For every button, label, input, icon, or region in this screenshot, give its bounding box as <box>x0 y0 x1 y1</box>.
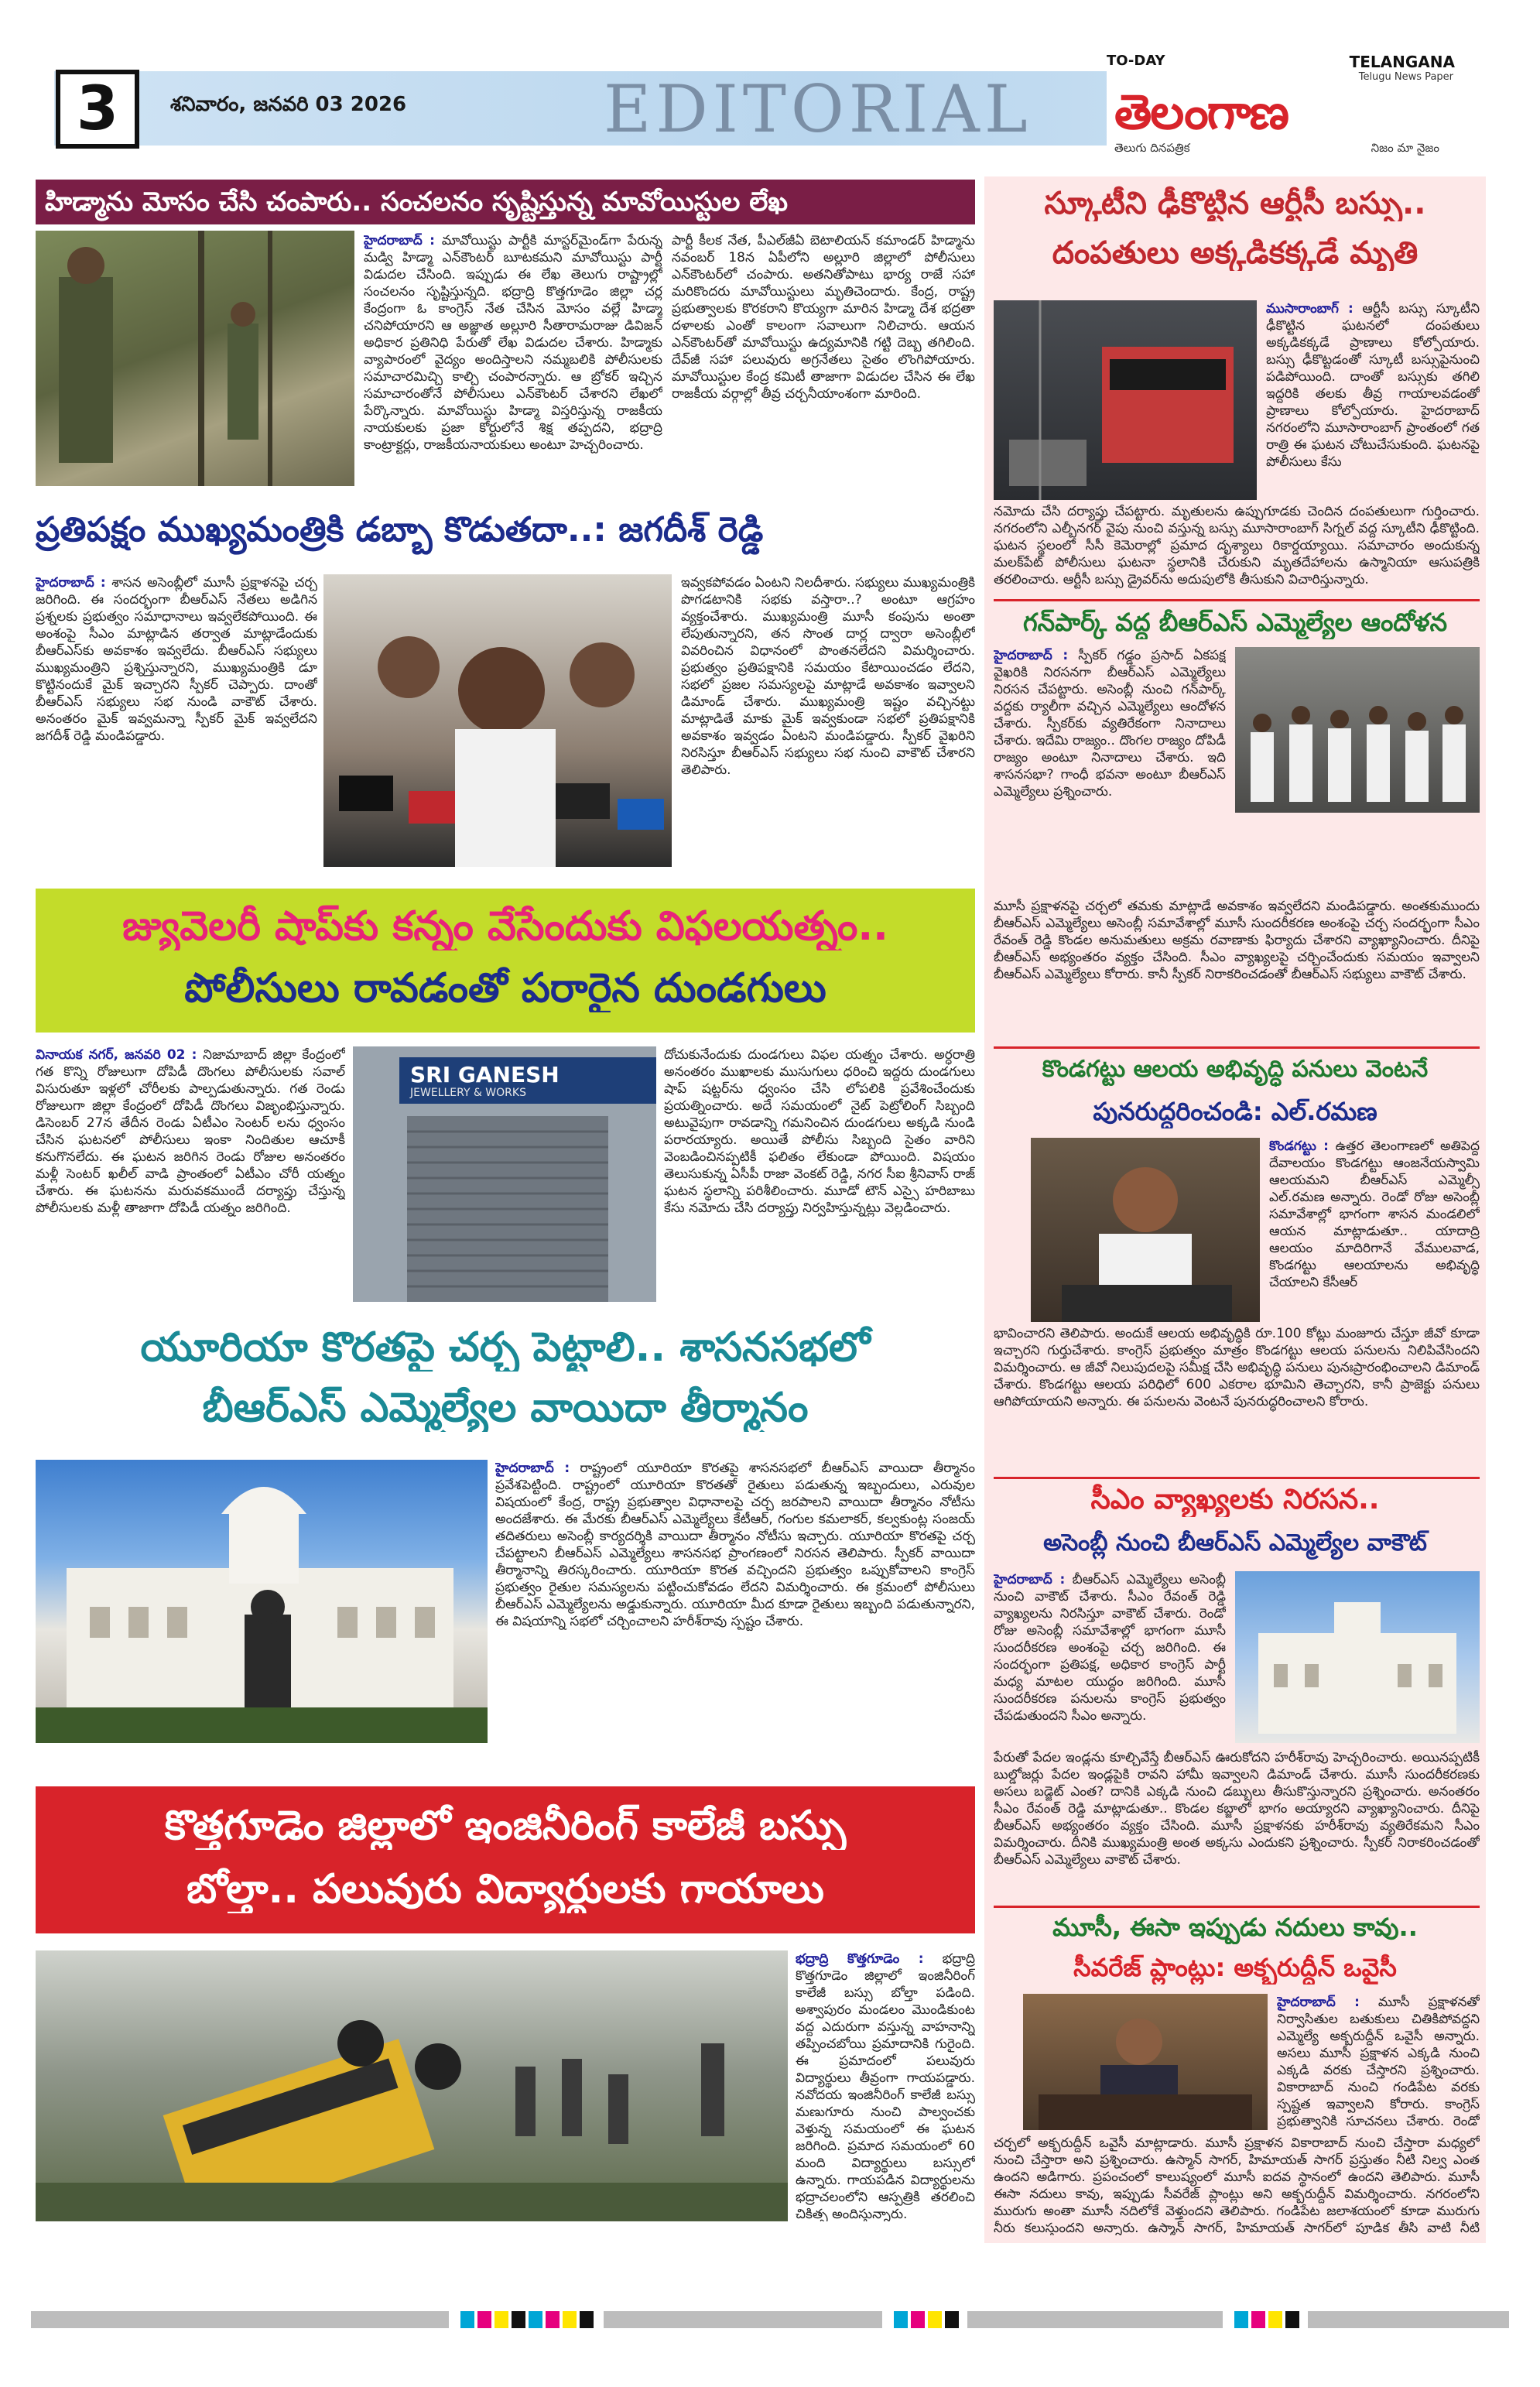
rtc-headline-line1: స్కూటీని ఢీకొట్టిన ఆర్టీసీ బస్సు.. <box>1044 186 1426 221</box>
jewellery-headline-line1: జ్యువెలరీ షాప్‌కు కన్నం వేసేందుకు విఫలయత్నం.. <box>122 904 888 950</box>
owaisi-headline-line1: మూసీ, ఈసా ఇప్పుడు నదులు కావు.. <box>1052 1913 1418 1942</box>
kondagattu-headline-line1: కొండగట్టు ఆలయ అభివృద్ధి పనులు వెంటనే <box>1042 1056 1429 1083</box>
rtc-col2: నమోదు చేసి దర్యాప్తు చేపట్టారు. మృతులను ఉప్పుగూడకు చెందిన దంపతులుగా గుర్తించారు. నగరంలోని ఎల్బీనగర్ వైపు నుంచి వస్తున్న బస్సు మూసారాంబాగ్ సిగ్నల్ వద్ద స్కూటీని ఢీకొట్టింది. ఘటన స్థలంలో సీసీ కెమెరాల్లో ప్రమాద దృశ్యాలు రికార్డయ్యాయి. సమాచారం అందుకున్న మలక్‌పేట్ పోలీసులు ఘటనా స్థలానికి చేరుకుని మృతదేహాలను ఉస్మానియా ఆసుపత్రికి తరలించారు. ఆర్టీసీ బస్సు డ్రైవర్‌ను అదుపులోకి తీసుకుని విచారిస్తున్నారు. <box>994 504 1480 587</box>
gunpark-dateline: హైదరాబాద్ : <box>994 648 1069 663</box>
logo-tagline: Telugu News Paper <box>1358 71 1453 83</box>
jewellery-photo <box>353 1046 656 1302</box>
logo-left-caption: తెలుగు దినపత్రిక <box>1114 141 1190 155</box>
cm-divider <box>994 1906 1480 1908</box>
jagadish-dateline: హైదరాబాద్ : <box>36 575 106 591</box>
urea-body: హైదరాబాద్ : రాష్ట్రంలో యూరియా కొరతపై శాసనసభలో బీఆర్ఎస్ వాయిదా తీర్మానం ప్రవేశపెట్టింది. రాష్ట్రంలో యూరియా కొరతతో రైతులు పడుతున్న ఇబ్బందులు, ఎరువుల విషయంలో కేంద్ర, రాష్ట్ర ప్రభుత్వాల విధానాలపై చర్చ జరపాలని వాయిదా తీర్మానం నోటీసు అందజేశారు. ఈ మేరకు బీఆర్ఎస్ ఎమ్మెల్యేలు కేటీఆర్, గంగుల కమలాకర్, కల్వకుంట్ల సంజయ్ తదితరులు అసెంబ్లీ కార్యదర్శికి వాయిదా తీర్మానం నోటీసు ఇచ్చారు. యూరియా కొరతపై చర్చ చేపట్టాలని బీఆర్ఎస్ ఎమ్మెల్యేలు శాసనసభ ప్రాంగణంలో నిరసన తెలిపారు. స్పీకర్ వాయిదా తీర్మానాన్ని తిరస్కరించారు. యూరియా కొరత వచ్చిందని ప్రభుత్వం ఒప్పుకోవాలని కాంగ్రెస్ ప్రభుత్వం రైతుల సమస్యలను పట్టించుకోవడం లేదని విమర్శించారు. ఈ క్రమంలో పోలీసులు బీఆర్ఎస్ ఎమ్మెల్యేలను అడ్డుకున్నారు. యూరియా మీద కూడా రైతులు ఇబ్బంది పడుతున్నారని, ఈ విషయాన్ని సభలో చర్చించాలని హరీశ్‌రావు స్పష్టం చేశారు. <box>495 1461 975 1629</box>
jewellery-col2: దోచుకునేందుకు దుండగులు విఫల యత్నం చేశారు. అర్ధరాత్రి అనంతరం ముఖాలకు ముసుగులు ధరించి ఇద్దరు దుండగులు షాప్ షట్టర్‌ను ధ్వంసం చేసి లోపలికి ప్రవేశించేందుకు ప్రయత్నించారు. అదే సమయంలో నైట్ పెట్రోలింగ్ సిబ్బంది అటువైపుగా రావడాన్ని గమనించిన దుండగులు అక్కడి నుండి పరారయ్యారు. అయితే పోలీసు సిబ్బంది సైతం వారిని వెంబడించినప్పటికీ ఫలితం లేకుండా పోయింది. విషయం తెలుసుకున్న ఏసీపీ రాజా వెంకట్ రెడ్డి, నగర సీఐ శ్రీనివాస్ రాజ్ ఘటన స్థలాన్ని పరిశీలించారు. మూడో టౌన్ ఎస్సై హరిబాబు కేసు నమోదు చేసి దర్యాప్తు నిర్వహిస్తున్నట్లు వెల్లడించారు. <box>664 1047 975 1216</box>
shop-sign-text: SRI GANESH <box>410 1062 560 1087</box>
cm-col2: పేరుతో పేదల ఇండ్లను కూల్చివేస్తే బీఆర్ఎస్ ఊరుకోదని హరీశ్‌రావు హెచ్చరించారు. అయినప్పటికీ బుల్డోజర్లు పేదల ఇండ్లపైకి రావని హామీ ఇవ్వాలని డిమాండ్ చేశారు. మూసీ సుందరీకరణకు అసలు బడ్జెట్ ఎంత? దానికి ఎక్కడి నుంచి డబ్బులు తీసుకొస్తున్నారని ప్రశ్నించారు. అనంతరం సీఎం రేవంత్ రెడ్డి మాట్లాడుతూ.. కొండల కబ్జాలో భాగం అయ్యారని వ్యాఖ్యానించారు. దీనిపై బీఆర్ఎస్ అభ్యంతరం వ్యక్తం చేసింది. మూసీ ప్రక్షాళనకు హరీశ్‌రావు వ్యతిరేకమని సీఎం విమర్శించారు. దీనికి ముఖ్యమంత్రి అంత అక్కసు ఎందుకని ప్రశ్నించారు. స్పీకర్ నిరాకరించడంతో బీఆర్ఎస్ ఎమ్మెల్యేలు వాకౌట్ చేశారు. <box>994 1750 1480 1868</box>
rtc-photo <box>994 300 1257 500</box>
kondagattu-photo <box>1031 1138 1260 1322</box>
cm-photo <box>1235 1571 1480 1743</box>
jewellery-headline-line2: పోలీసులు రావడంతో పరారైన దుండగులు <box>184 966 826 1012</box>
kondagattu-col2: భావించారని తెలిపారు. అందుకే ఆలయ అభివృద్ధికి రూ.100 కోట్లు మంజూరు చేస్తూ జీవో కూడా ఇచ్చారని గుర్తుచేశారు. కాంగ్రెస్ ప్రభుత్వం మాత్రం కొండగట్టు ఆలయ పనులను నిలిపివేసిందని విమర్శించారు. ఆ జీవో నిలుపుదలపై సమీక్ష చేసి అభివృద్ధి పనులు పునఃప్రారంభించాలని డిమాండ్ చేశారు. కొండగట్టు ఆలయ పరిధిలో 600 ఎకరాల భూమిని తెచ్చారని, కానీ ప్రాజెక్టు పనులు ఆగిపోయాయని అన్నారు. ఈ పనులను వెంటనే పునరుద్ధరించాలని కోరారు. <box>994 1326 1480 1409</box>
shop-sign-subtext: JEWELLERY & WORKS <box>410 1087 526 1099</box>
section-title: EDITORIAL <box>604 71 1032 147</box>
crowd-figures <box>1235 647 1480 813</box>
rtc-headline-line2: దంపతులు అక్కడికక్కడే మృతి <box>1052 235 1419 271</box>
gunpark-divider <box>994 1046 1480 1049</box>
maoist-photo-figures <box>36 231 354 486</box>
bus-headline-box <box>36 1786 975 1933</box>
gunpark-col2: మూసీ ప్రక్షాళనపై చర్చలో తమకు మాట్లాడే అవకాశం ఇవ్వలేదని మండిపడ్డారు. అంతకుముందు బీఆర్ఎస్ ఎమ్మెల్యేలు అసెంబ్లీ సమావేశాల్లో మూసీ సుందరీకరణ అంశంపై చర్చ సందర్భంగా సీఎం రేవంత్ రెడ్డి కొండల అనుమతులు అక్రమ రవాణాకు ఫిర్యాదు చేశారని వ్యాఖ్యానించారు. దీనిపై బీఆర్ఎస్ అభ్యంతరం వ్యక్తం చేసింది. సీఎం వ్యాఖ్యలపై చర్చించేందుకు సమయం ఇవ్వాలని బీఆర్ఎస్ ఎమ్మెల్యేలు కోరారు. కానీ స్పీకర్ నిరాకరించడంతో బీఆర్ఎస్ సభ్యులు వాకౌట్ చేశారు. <box>994 899 1480 982</box>
jagadish-col2: ఇవ్వకపోవడం ఏంటని నిలదీశారు. సభ్యులు ముఖ్యమంత్రికి పొగడటానికి సభకు వస్తారా..? అంటూ ఆగ్రహం వ్యక్తంచేశారు. ముఖ్యమంత్రి మూసీ కంపును అంతా లేపుతున్నారని, తన సొంత దార్ల ద్వారా అసెంబ్లీలో వివరించిన విధానంలో పొంతనలేదని విమర్శించారు. ప్రభుత్వం ప్రతిపక్షానికి సమయం కేటాయించడం లేదని, సభలో ప్రజల సమస్యలపై మాట్లాడే అవకాశం ఇవ్వాలని డిమాండ్ చేశారు. ముఖ్యమంత్రి ఇష్టం వచ్చినట్టు మాట్లాడితే మాకు మైక్ ఇవ్వకుండా సభలో ప్రతిపక్షానికి అవకాశం ఇవ్వడం ఏంటని మండిపడ్డారు. స్పీకర్ వైఖరిని నిరసిస్తూ బీఆర్ఎస్ సభ్యులు సభ నుంచి వాకౌట్ చేశారని తెలిపారు. <box>681 575 975 778</box>
jewellery-dateline: వినాయక నగర్, జనవరి 02 : <box>36 1047 197 1063</box>
assembly-building <box>36 1460 488 1743</box>
urea-headline-line1: యూరియా కొరతపై చర్చ పెట్టాలి.. శాసనసభలో <box>140 1325 871 1371</box>
kondagattu-headline-line2: పునరుద్ధరించండి: ఎల్.రమణ <box>1093 1097 1377 1126</box>
cm-dateline: హైదరాబాద్ : <box>994 1572 1066 1587</box>
jewellery-col1: వినాయక నగర్, జనవరి 02 : నిజామాబాద్ జిల్లా కేంద్రంలో గత కొన్ని రోజులుగా దోపిడీ దొంగలు పోలీసులకు సవాల్ విసురుతూ ఇళ్లలో చోరీలకు పాల్పడుతున్నారు. గత రెండు రోజులుగా జిల్లా కేంద్రంలో దోపిడీ దొంగలు విజృంభిస్తున్నారు. డిసెంబర్ 27న తేదీన రెండు ఏటీఎం సెంటర్ లను ధ్వంసం చేసిన ఘటనలో పోలీసులు ఇంకా నిందితుల ఆచూకీ కనుగొనలేదు. ఈ ఘటన జరిగిన రెండు రోజుల అనంతరం మళ్లీ సెంటర్ ఖలీల్ వాడి ప్రాంతంలో ఏటీఎం చోరీ యత్నం చేశారు. ఈ ఘటనను మరువకముందే దర్యాప్తు చేస్తున్న పోలీసులకు మళ్లీ తాజాగా దోపిడీ యత్నం జరిగింది. <box>36 1047 345 1216</box>
jewellery-headline-box <box>36 889 975 1033</box>
maoist-headline: హిడ్మాను మోసం చేసి చంపారు.. సంచలనం సృష్టిస్తున్న మావోయిస్టుల లేఖ <box>36 180 975 224</box>
maoist-col1: హైదరాబాద్ : మావోయిస్టు పార్టీకి మాస్టర్‌మైండ్‌గా పేరున్న మడ్వి హిడ్మా ఎన్‌కౌంటర్ బూటకమని మావోయిస్టు పార్టీ విడుదల చేసింది. ఇప్పుడు ఈ లేఖ తెలుగు రాష్ట్రాల్లో సంచలనం సృష్టిస్తున్నది. భద్రాద్రి కొత్తగూడెం జిల్లా చర్ల కేంద్రంగా ఓ కాంగ్రెస్ నేత చేసిన మోసం వల్లే హిడ్మా చనిపోయారని ఆ అజ్ఞాత అల్లూరి సీతారామరాజు డివిజన్ అధికార ప్రతినిధి పేరుతో లేఖ విడుదల చేశారు. హిడ్మాకు వ్యాపారంలో వైద్యం అందిస్తాలని నమ్మబలికి పోలీసులకు సమాచారమిచ్చి కాల్చి చంపారన్నారు. ఆ బ్రోకర్ ఇచ్చిన సమాచారంతోనే పోలీసులు ఎన్‌కౌంటర్ చేశారని లేఖలో పేర్కొన్నారు. మావోయిస్టు హిడ్మా విస్తరిస్తున్న రాజకీయ నాయకులకు ప్రజా కోర్టులోనే శిక్ష తప్పదని, భద్రాద్రి కాంట్రాక్టర్లు, రాజకీయనాయకులు అంటూ హెచ్చరించారు. <box>364 233 662 453</box>
rtc-dateline: ముసారాంబాగ్ : <box>1266 301 1353 317</box>
urea-photo <box>36 1460 488 1743</box>
rtc-col1: ముసారాంబాగ్ : ఆర్టీసీ బస్సు స్కూటీని ఢీకొట్టిన ఘటనలో దంపతులు అక్కడికక్కడే ప్రాణాలు కోల్పోయారు. బస్సు ఢీకొట్టడంతో స్కూటీ బస్సుపైనుంచి పడిపోయింది. దాంతో బస్సుకు తగిలి ఇద్దరికి తలకు తీవ్ర గాయాలవడంతో ప్రాణాలు కోల్పోయారు. హైదరాబాద్ నగరంలోని మూసారాంబాగ్ ప్రాంతంలో గత రాత్రి ఈ ఘటన చోటుచేసుకుంది. ఘటనపై పోలీసులు కేసు <box>1266 301 1480 470</box>
jagadish-headline: ప్రతిపక్షం ముఖ్యమంత్రికి డబ్బా కొడుతదా..: జగదీశ్ రెడ్డి <box>36 510 764 550</box>
speaker-portrait <box>1031 1138 1260 1322</box>
jagadish-photo <box>323 574 672 867</box>
shop-shutter <box>353 1046 656 1302</box>
bus-headline-line1: కొత్తగూడెం జిల్లాలో ఇంజినీరింగ్ కాలేజీ బస్సు <box>164 1803 847 1849</box>
logo-telangana: TELANGANA <box>1349 53 1455 71</box>
color-swatches <box>31 2311 1509 2328</box>
jagadish-col1: హైదరాబాద్ : శాసన అసెంబ్లీలో మూసీ ప్రక్షాళనపై చర్చ జరిగింది. ఈ సందర్భంగా బీఆర్ఎస్ నేతలు అడిగిన ప్రశ్నలకు ప్రభుత్వం సమాధానాలు ఇవ్వలేకపోయింది. ఈ అంశంపై సీఎం మాట్లాడిన తర్వాత మాట్లాడేందుకు బీఆర్ఎస్‌కు అవకాశం ఇవ్వలేదు. బీఆర్ఎస్ సభ్యులు ముఖ్యమంత్రిని ప్రశ్నిస్తున్నారని, ముఖ్యమంత్రికి డూ కొట్టినందుకే మైక్ ఇచ్చారని స్పీకర్ చెప్పారు. దాంతో బీఆర్ఎస్ సభ్యులు సభ నుండి వాకౌట్ చేశారు. అనంతరం మైక్ ఇవ్వమన్నా స్పీకర్ మైక్ ఇవ్వలేదని జగదీశ్ రెడ్డి మండిపడ్డారు. <box>36 575 317 744</box>
maoist-photo <box>36 231 354 486</box>
owaisi-photo <box>1023 1994 1268 2130</box>
cm-headline-line1: సీఎం వ్యాఖ్యలకు నిరసన.. <box>1090 1484 1380 1515</box>
kondagattu-divider <box>994 1477 1480 1479</box>
jagadish-photo-mics <box>323 574 672 867</box>
gunpark-col1: హైదరాబాద్ : స్పీకర్ గడ్డం ప్రసాద్ ఏకపక్ష వైఖరికి నిరసనగా బీఆర్ఎస్ ఎమ్మెల్యేలు నిరసన చేపట్టారు. అసెంబ్లీ నుంచి గన్‌పార్క్ వద్దకు ర్యాలీగా వచ్చిన ఎమ్మెల్యేలు ఆందోళన చేశారు. స్పీకర్‌కు వ్యతిరేకంగా నినాదాలు చేశారు. ఇదేమి రాజ్యం.. దొంగల రాజ్యం దోపిడీ రాజ్యం అంటూ నినాదాలు చేశారు. ఇది శాసనసభా? గాంధీ భవనా అంటూ బీఆర్ఎస్ ఎమ్మెల్యేలు ప్రశ్నించారు. <box>994 648 1226 800</box>
overturned-bus <box>36 1950 788 2221</box>
gunpark-headline: గన్‌పార్క్ వద్ద బీఆర్ఎస్ ఎమ్మెల్యేల ఆందోళన <box>1022 608 1448 637</box>
newspaper-logo[interactable] <box>1107 51 1463 156</box>
rtc-divider <box>994 599 1480 601</box>
kondagattu-col1: కొండగట్టు : ఉత్తర తెలంగాణలో అతిపెద్ద దేవాలయం కొండగట్టు ఆంజనేయస్వామి ఆలయమని బీఆర్ఎస్ ఎమ్మెల్సీ ఎల్.రమణ అన్నారు. రెండో రోజు అసెంబ్లీ సమావేశాల్లో భాగంగా శాసన మండలిలో ఆయన మాట్లాడుతూ.. యాదాద్రి ఆలయం మాదిరిగానే వేములవాడ, కొండగట్టు ఆలయాలను అభివృద్ధి చేయాలని కేసీఆర్ <box>1269 1139 1480 1290</box>
maoist-dateline: హైదరాబాద్ : <box>364 233 435 248</box>
urea-headline-line2: బీఆర్ఎస్ ఎమ్మెల్యేల వాయిదా తీర్మానం <box>202 1385 809 1431</box>
cm-col1: హైదరాబాద్ : బీఆర్ఎస్ ఎమ్మెల్యేలు అసెంబ్లీ నుంచి వాకౌట్ చేశారు. సీఎం రేవంత్ రెడ్డి వ్యాఖ్యలను నిరసిస్తూ వాకౌట్ చేశారు. రెండో రోజు అసెంబ్లీ సమావేశాల్లో భాగంగా మూసీ సుందరీకరణ అంశంపై చర్చ జరిగింది. ఈ సందర్భంగా ప్రతిపక్ష, అధికార కాంగ్రెస్ పార్టీ మధ్య మాటల యుద్ధం జరిగింది. మూసీ సుందరీకరణ పనులను కాంగ్రెస్ ప్రభుత్వం చేపడుతుందని సీఎం అన్నారు. <box>994 1572 1226 1724</box>
maoist-col2: పార్టీ కీలక నేత, పీఎల్‌జీఏ బెటాలియన్ కమాండర్ హిడ్మాను నవంబర్ 18న ఏపీలోని అల్లూరి జిల్లాలో పోలీసులు ఎన్‌కౌంటర్‌లో చంపారు. అతనితోపాటు భార్య రాజే సహా మరికొందరు మావోయిస్టులు మృతిచెందారు. కేంద్ర, రాష్ట్ర ప్రభుత్వాలకు కొరకరాని కొయ్యగా మారిన హిడ్మా దేశ భద్రతా దళాలకు ఎంతో కాలంగా సవాలుగా నిలిచారు. ఆయన ఎన్‌కౌంటర్‌తో మావోయిస్టు ఉద్యమానికి గట్టి దెబ్బ తగిలింది. దేవ్‌జీ సహా పలువురు అగ్రనేతలు సైతం లొంగిపోయారు. మావోయిస్టుల కేంద్ర కమిటీ తాజాగా విడుదల చేసిన ఈ లేఖ రాజకీయ వర్గాల్లో తీవ్ర చర్చనీయాంశంగా మారింది. <box>672 233 975 402</box>
bus-photo <box>36 1950 788 2221</box>
owaisi-col2: చర్చలో అక్బరుద్దీన్ ఒవైసీ మాట్లాడారు. మూసీ ప్రక్షాళన వికారాబాద్ నుంచి చేస్తారా మధ్యలో నుంచి చేస్తారా అని ప్రశ్నించారు. ఉస్మాన్ సాగర్, హిమాయత్ సాగర్ ప్రస్తుతం నీటి నిల్వ ఎంత ఉందని అడిగారు. ప్రపంచంలో కాలుష్యంలో మూసీ ఐదవ స్థానంలో ఉందని తెలిపారు. మూసీ ఈసా నదులు కావు, ఇప్పుడు సీవరేజ్ ప్లాంట్లు అని అక్బరుద్దీన్ విమర్శించారు. నగరంలోని మురుగు అంతా మూసీ నదిలోకే వెళ్తుందని తెలిపారు. గండిపేట జలాశయంలో కూడా మురుగు నీరు కలుస్తుందని అన్నారు. ఉస్మాన్ సాగర్, హిమాయత్ సాగర్‌లో పూడిక తీసి వాటి నీటి <box>994 2135 1480 2235</box>
cctv-bus <box>994 300 1257 500</box>
owaisi-headline-line2: సీవరేజ్ ప్లాంట్లు: అక్బరుద్దీన్ ఒవైసీ <box>1073 1953 1397 1982</box>
bus-headline-line2: బోల్తా.. పలువురు విద్యార్థులకు గాయాలు <box>187 1867 824 1913</box>
kondagattu-dateline: కొండగట్టు : <box>1269 1139 1329 1154</box>
color-registration-bar <box>31 2311 1509 2328</box>
cm-headline-line2: అసెంబ్లీ నుంచి బీఆర్ఎస్ ఎమ్మెల్యేల వాకౌట్ <box>1043 1529 1427 1557</box>
logo-right-caption: నిజం మా నైజం <box>1371 141 1439 155</box>
assembly-front <box>1235 1571 1480 1743</box>
owaisi-dateline: హైదరాబాద్ : <box>1277 1995 1360 2010</box>
logo-name: తెలంగాణ <box>1114 84 1288 140</box>
owaisi-col1: హైదరాబాద్ : మూసీ ప్రక్షాళనతో నిర్వాసితుల బతుకులు చితికిపోవద్దని ఎమ్మెల్యే అక్బరుద్దీన్ ఒవైసీ అన్నారు. అసలు మూసీ ప్రక్షాళన ఎక్కడి నుంచి ఎక్కడి వరకు చేస్తారని ప్రశ్నించారు. వికారాబాద్ నుంచి గండిపేట వరకు స్పష్టత ఇవ్వాలని కోరారు. కాంగ్రెస్ ప్రభుత్వానికి సూచనలు చేశారు. రెండో <box>1277 1995 1480 2129</box>
gunpark-photo <box>1235 647 1480 813</box>
logo-today: TO-DAY <box>1107 53 1165 69</box>
bus-body: భద్రాద్రి కొత్తగూడెం : భద్రాద్రి కొత్తగూడెం జిల్లాలో ఇంజినీరింగ్ కాలేజీ బస్సు బోల్తా పడింది. అశ్వాపురం మండలం మొండికుంట వద్ద ఎదురుగా వస్తున్న వాహనాన్ని తప్పించబోయి ప్రమాదానికి గురైంది. ఈ ప్రమాదంలో పలువురు విద్యార్థులు తీవ్రంగా గాయపడ్డారు. నవోదయ ఇంజినీరింగ్ కాలేజీ బస్సు మణుగూరు నుంచి పాల్వంచకు వెళ్తున్న సమయంలో ఈ ఘటన జరిగింది. ప్రమాద సమయంలో 60 మంది విద్యార్థులు బస్సులో ఉన్నారు. గాయపడిన విద్యార్థులను భద్రాచలంలోని ఆస్పత్రికి తరలించి చికిత్స అందిస్తున్నారు. <box>796 1951 975 2221</box>
page-number: 3 <box>56 70 139 149</box>
bus-dateline: భద్రాద్రి కొత్తగూడెం : <box>796 1951 924 1967</box>
issue-date: శనివారం, జనవరి 03 2026 <box>170 93 407 116</box>
urea-dateline: హైదరాబాద్ : <box>495 1461 570 1476</box>
legislator-portrait <box>1023 1994 1268 2130</box>
